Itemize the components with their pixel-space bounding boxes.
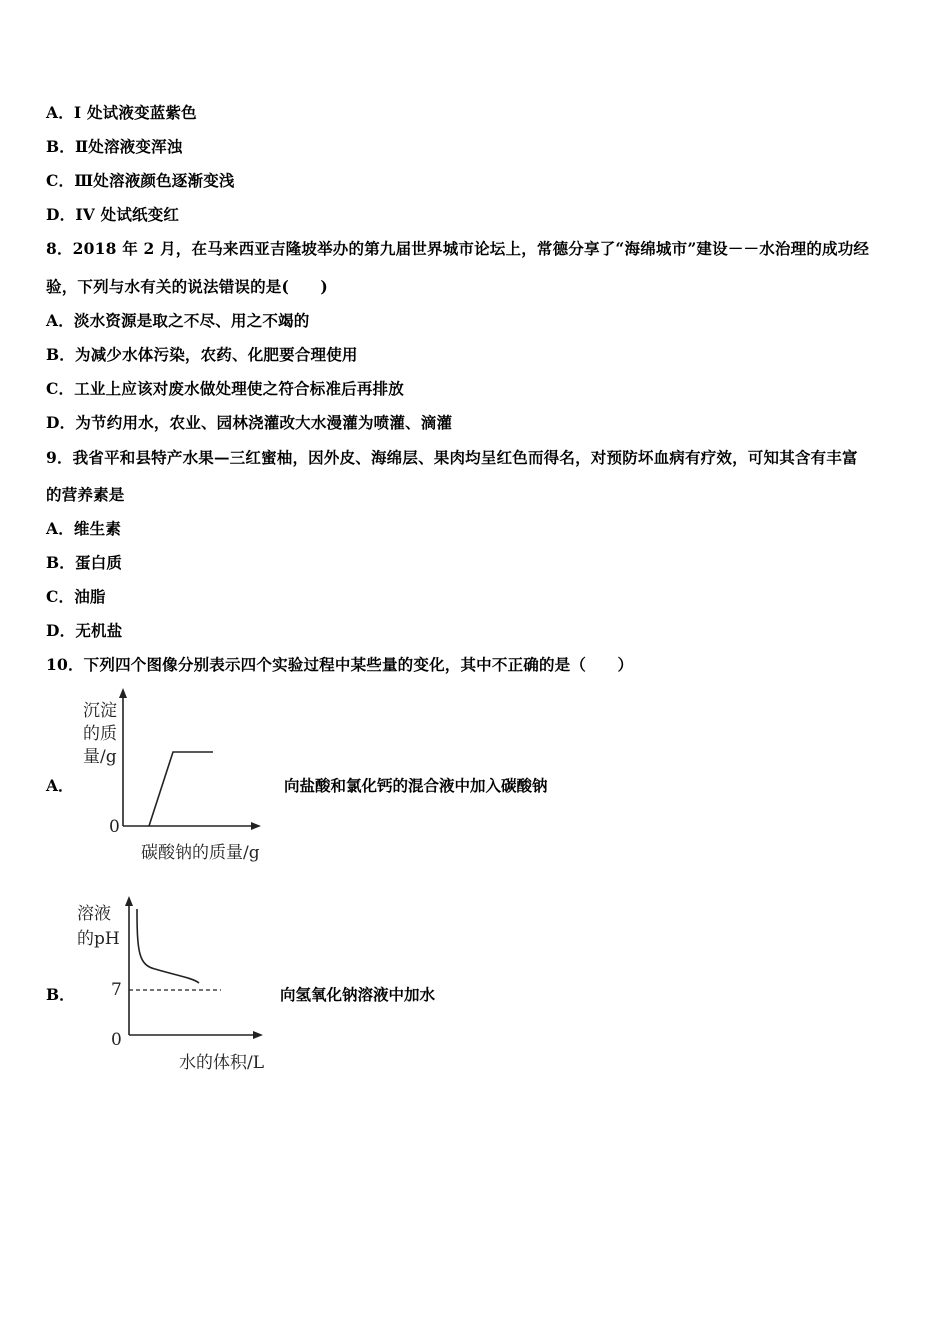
q10-stem: 10．下列四个图像分别表示四个实验过程中某些量的变化，其中不正确的是（ ） bbox=[46, 655, 634, 674]
graph-b-ylabel-1: 溶液 bbox=[77, 904, 111, 924]
graph-a-origin: 0 bbox=[109, 817, 120, 837]
q10-option-b-caption: 向氢氧化钠溶液中加水 bbox=[280, 985, 436, 1004]
q7-option-a: A．I 处试液变蓝紫色 bbox=[46, 103, 197, 122]
q7-option-c: C．Ⅲ处溶液颜色逐渐变浅 bbox=[46, 171, 235, 190]
graph-a-ylabel-1: 沉淀 bbox=[83, 701, 117, 721]
q8-option-d: D．为节约用水，农业、园林浇灌改大水漫灌为喷灌、滴灌 bbox=[46, 413, 453, 432]
graph-b-y-arrow bbox=[125, 896, 133, 906]
q10-graph-b bbox=[75, 893, 285, 1078]
graph-b-x-arrow bbox=[253, 1031, 263, 1039]
graph-b-tick-7: 7 bbox=[111, 980, 122, 1000]
q9-option-a: A．维生素 bbox=[46, 519, 122, 538]
q9-stem-line2: 的营养素是 bbox=[46, 485, 125, 504]
graph-a-ylabel-3: 量/g bbox=[83, 747, 117, 767]
q8-option-c: C．工业上应该对废水做处理使之符合标准后再排放 bbox=[46, 379, 404, 398]
q9-option-b: B．蛋白质 bbox=[46, 553, 123, 572]
graph-a-x-arrow bbox=[251, 822, 261, 830]
q8-stem-line1: 8．2018 年 2 月，在马来西亚吉隆坡举办的第九届世界城市论坛上，常德分享了“海绵城市”建设－－水治理的成功经 bbox=[46, 239, 870, 258]
q9-stem-line1: 9．我省平和县特产水果—三红蜜柚，因外皮、海绵层、果肉均呈红色而得名，对预防坏血病有疗效，可知其含有丰富 bbox=[46, 448, 858, 467]
q9-option-d: D．无机盐 bbox=[46, 621, 123, 640]
q8-option-b: B．为减少水体污染，农药、化肥要合理使用 bbox=[46, 345, 358, 364]
q10-option-a-label: A． bbox=[46, 776, 74, 795]
graph-a-ylabel-2: 的质 bbox=[83, 724, 117, 744]
graph-b-xlabel: 水的体积/L bbox=[179, 1053, 265, 1073]
q10-option-a-caption: 向盐酸和氯化钙的混合液中加入碳酸钠 bbox=[284, 776, 548, 795]
graph-b-ylabel-2: 的pH bbox=[77, 929, 120, 949]
q10-option-b-label: B． bbox=[46, 985, 75, 1004]
graph-a-curve bbox=[149, 752, 213, 826]
q9-option-c: C．油脂 bbox=[46, 587, 106, 606]
graph-b-curve bbox=[137, 909, 199, 983]
q8-option-a: A．淡水资源是取之不尽、用之不竭的 bbox=[46, 311, 310, 330]
q10-graph-a bbox=[75, 686, 285, 871]
graph-a-y-arrow bbox=[119, 688, 127, 698]
q7-option-b: B．Ⅱ处溶液变浑浊 bbox=[46, 137, 183, 156]
q7-option-d: D．IV 处试纸变红 bbox=[46, 205, 180, 224]
graph-a-xlabel: 碳酸钠的质量/g bbox=[141, 843, 260, 863]
q8-stem-line2: 验，下列与水有关的说法错误的是( ) bbox=[46, 277, 328, 296]
graph-b-origin: 0 bbox=[111, 1030, 122, 1050]
